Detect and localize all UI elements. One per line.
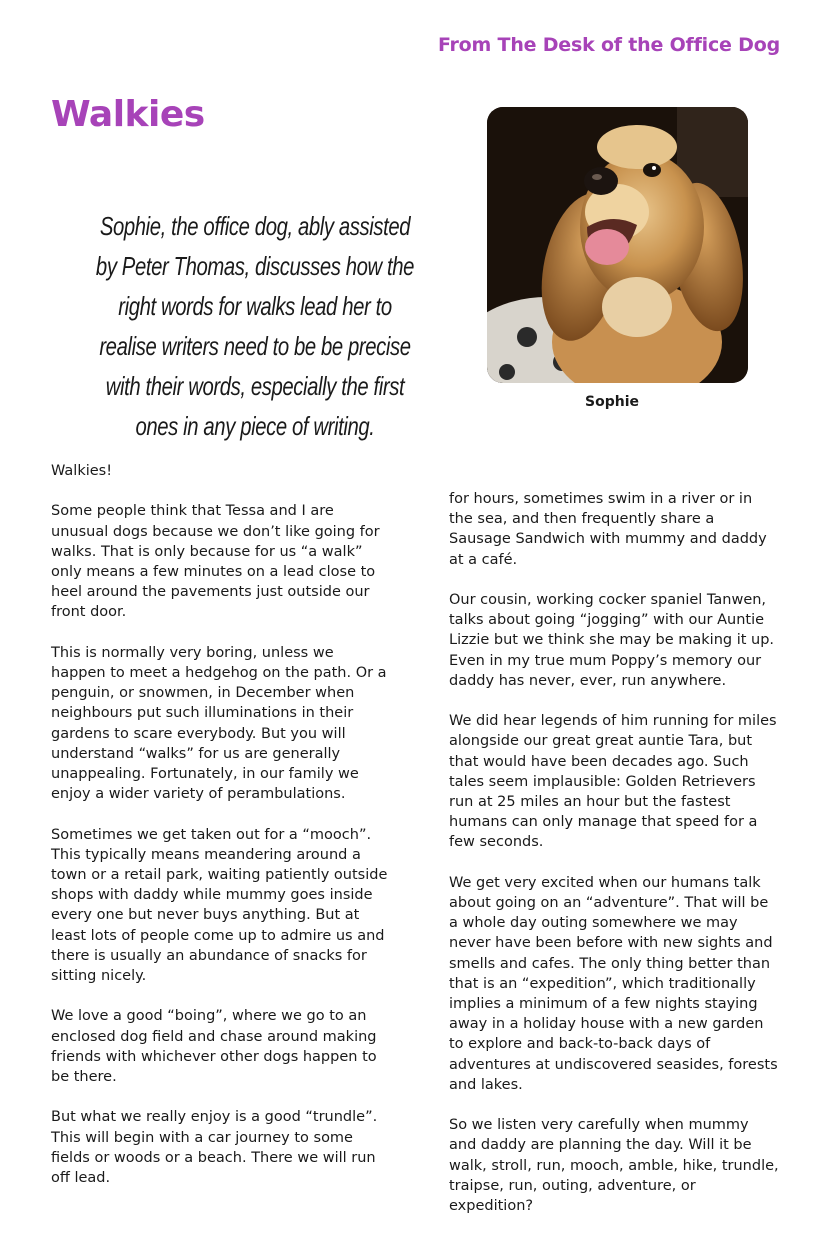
paragraph: We love a good “boing”, where we go to an enclosed dog field and chase around making friends with whichever other dogs happen to be there. — [51, 1008, 377, 1086]
article-column-right — [449, 489, 779, 1236]
dog-illustration — [487, 107, 748, 383]
dog-photo — [487, 107, 748, 383]
paragraph: But what we really enjoy is a good “trundle”. This will begin with a car journey to some fields or woods or a beach. There we will run off lead. — [51, 1109, 378, 1187]
paragraph: Some people think that Tessa and I are unusual dogs because we don’t like going for walks. That is only because for us “a walk” only means a few minutes on a lead close to heel around the pavements just outside our front door. — [51, 503, 380, 621]
photo-caption: Sophie — [585, 394, 639, 410]
paragraph: We did hear legends of him running for miles alongside our great great auntie Tara, but that would have been decades ago. Such tales seem implausible: Golden Retrievers run at 25 miles an hour but the fastest humans can only manage that speed for a few seconds. — [449, 713, 777, 851]
article-column-left — [51, 461, 391, 1208]
paragraph: This is normally very boring, unless we happen to meet a hedgehog on the path. Or a penguin, or snowmen, in December when neighbours put such illuminations in their gardens to scare everybody. But you will understand “walks” for us are generally unappealing. Fortunately, in our family we enjoy a wider variety of perambulations. — [51, 644, 387, 803]
article-standfirst: Sophie, the office dog, ably assisted by Peter Thomas, discusses how the right words for walks lead her to realise writers need to be be precise with their words, especially the first ones in any piece of writing. — [95, 211, 415, 441]
article-title: Walkies — [51, 94, 205, 135]
paragraph: Our cousin, working cocker spaniel Tanwen, talks about going “jogging” with our Auntie Lizzie but we think she may be making it up. Even in my true mum Poppy’s memory our daddy has never, ever, run anywhere. — [449, 592, 775, 689]
paragraph: So we listen very carefully when mummy and daddy are planning the day. Will it be walk, stroll, run, mooch, amble, hike, trundle, traipse, run, outing, adventure, or expedition? — [449, 1117, 779, 1215]
paragraph: Sometimes we get taken out for a “mooch”. This typically means meandering around a town or a retail park, waiting patiently outside shops with daddy while mummy goes inside every one but never buys anything. But at least lots of people come up to admire us and there is usually an abundance of snacks for sitting nicely. — [51, 826, 388, 985]
paragraph: We get very excited when our humans talk about going on an “adventure”. That will be a whole day outing somewhere we may never have been before with new sights and smells and cafes. The only thing better than that is an “expedition”, which traditionally implies a minimum of a few nights staying away in a holiday house with a new garden to explore and back-to-back days of adventures at undiscovered seasides, forests and lakes. — [449, 874, 778, 1093]
page-header: From The Desk of the Office Dog — [437, 34, 780, 56]
paragraph: Walkies! — [51, 463, 113, 479]
paragraph: for hours, sometimes swim in a river or in the sea, and then frequently share a Sausage Sandwich with mummy and daddy at a café. — [449, 491, 767, 568]
